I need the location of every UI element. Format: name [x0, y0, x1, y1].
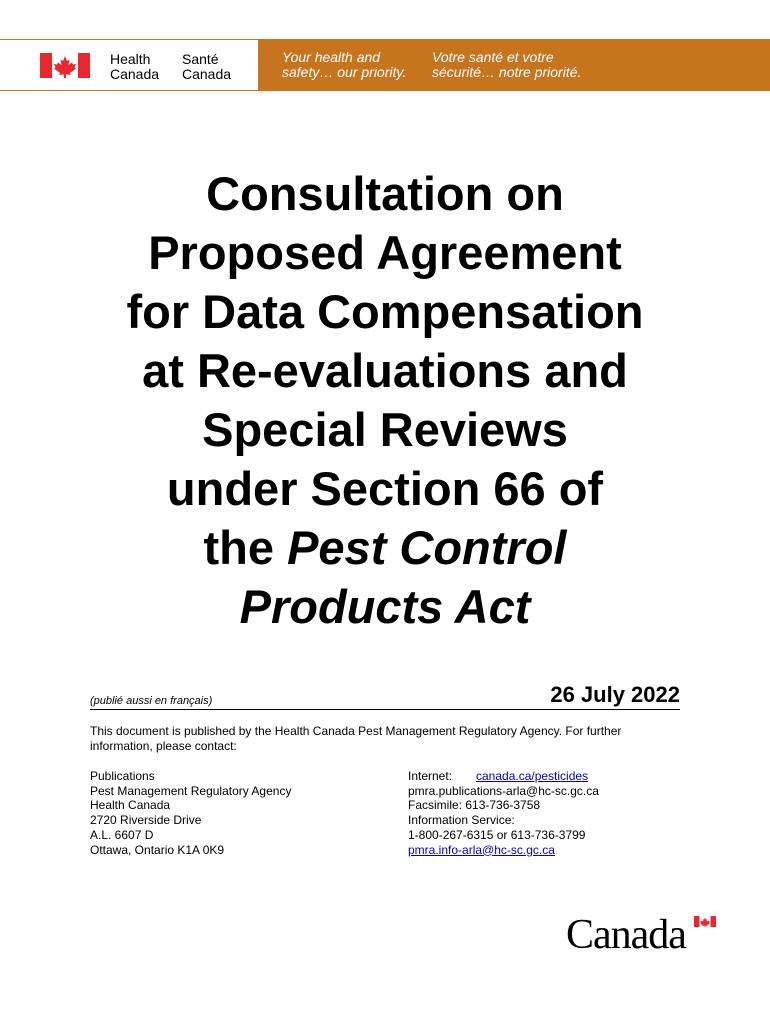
address-line-2: Pest Management Regulatory Agency [90, 783, 292, 798]
address-line-3: Health Canada [90, 798, 171, 813]
title-line-6: under Section 66 of [166, 462, 604, 515]
address-line-1: Publications [90, 769, 155, 783]
internet-link[interactable]: canada.ca/pesticides [476, 769, 589, 783]
intro-paragraph: This document is published by the Health Canada Pest Management Regulatory Agency. For further information, please contact: [90, 724, 622, 753]
title-line-7-italic: Pest Control [287, 521, 567, 574]
canada-wordmark-text: Canada [566, 912, 686, 958]
tagline-en [282, 50, 406, 80]
tagline-fr [432, 50, 581, 80]
internet-label: Internet: [408, 769, 453, 783]
title-line-1: Consultation on [206, 167, 564, 220]
department-name-en [110, 52, 159, 82]
facsimile-number: Facsimile: 613-736-3758 [408, 798, 541, 813]
tagline-fr-line1: Votre santé et votre [432, 49, 554, 65]
french-version-note: (publié aussi en français) [90, 695, 213, 707]
title-line-8: Products Act [239, 580, 531, 633]
mailing-address [90, 769, 291, 857]
title-line-4: at Re-evaluations and [142, 344, 628, 397]
department-fr-line1: Santé [182, 51, 219, 67]
contact-details [408, 769, 599, 857]
department-en-line1: Health [110, 51, 151, 67]
department-name-fr [182, 52, 231, 82]
canada-flag-icon [40, 53, 90, 78]
info-service-label: Information Service: [408, 813, 515, 828]
department-en-line2: Canada [110, 66, 160, 82]
document-title [60, 164, 710, 636]
publication-meta-row [90, 681, 680, 710]
tagline-band [258, 39, 770, 91]
title-line-7 [60, 518, 710, 577]
department-fr-line2: Canada [182, 66, 232, 82]
info-email-link[interactable]: pmra.info-arla@hc-sc.gc.ca [408, 842, 555, 857]
address-line-5: A.L. 6607 D [90, 827, 154, 842]
wordmark-flag-icon [694, 916, 716, 927]
publication-date: 26 July 2022 [550, 682, 680, 707]
tagline-en-line1: Your health and [282, 49, 381, 65]
canada-wordmark [566, 912, 718, 958]
tagline-en-line2: safety… our priority. [282, 64, 407, 80]
department-signature [0, 39, 258, 91]
address-line-4: 2720 Riverside Drive [90, 813, 202, 828]
internet-row [408, 769, 599, 784]
address-line-6: Ottawa, Ontario K1A 0K9 [90, 842, 225, 857]
publications-email: pmra.publications-arla@hc-sc.gc.ca [408, 783, 599, 798]
title-line-7-plain: the [203, 521, 288, 574]
info-service-phones: 1-800-267-6315 or 613-736-3799 [408, 827, 586, 842]
title-line-5: Special Reviews [202, 403, 568, 456]
title-line-3: for Data Compensation [126, 285, 644, 338]
tagline-fr-line2: sécurité… notre priorité. [432, 64, 582, 80]
title-line-2: Proposed Agreement [148, 226, 622, 279]
header-banner [0, 39, 770, 91]
